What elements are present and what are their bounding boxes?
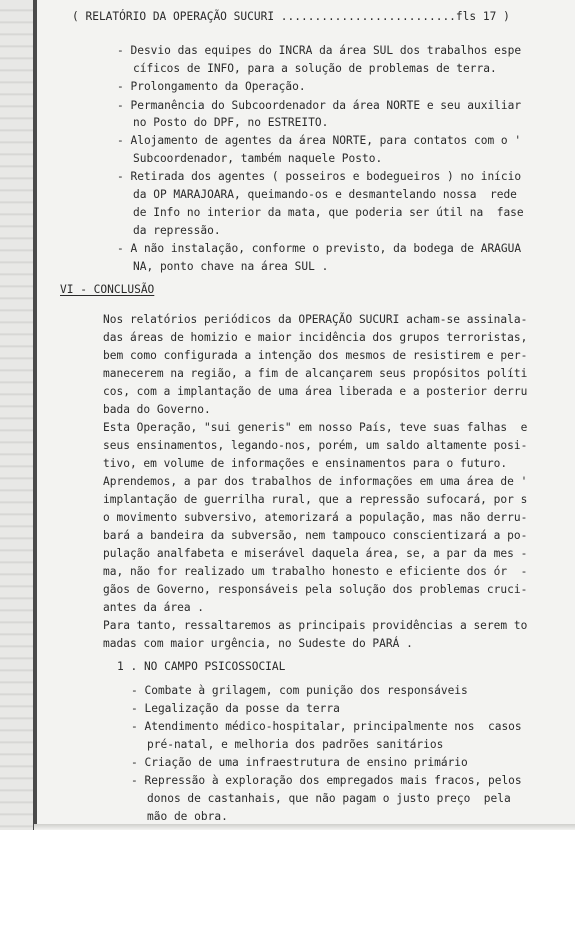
subsection-title: 1 . NO CAMPO PSICOSSOCIAL bbox=[117, 660, 286, 673]
paragraph-line: ma, não for realizado um trabalho honesto e eficiente dos ór - bbox=[103, 565, 528, 578]
paragraph-line: madas com maior urgência, no Sudeste do PARÁ . bbox=[103, 637, 413, 650]
paragraph-line: Nos relatórios periódicos da OPERAÇÃO SUCURI acham-se assinala- bbox=[103, 313, 528, 326]
paragraph-line: tivo, em volume de informações e ensinamentos para o futuro. bbox=[103, 457, 508, 470]
bullet-line: - Permanência do Subcoordenador da área NORTE e seu auxiliar bbox=[117, 99, 522, 112]
paragraph-line: seus ensinamentos, legando-nos, porém, um saldo altamente posi- bbox=[103, 439, 528, 452]
bullet-line: - Criação de uma infraestrutura de ensino primário bbox=[131, 756, 468, 769]
paragraph-line: Aprendemos, a par dos trabalhos de informações em uma área de ' bbox=[103, 475, 528, 488]
paragraph-line: Para tanto, ressaltaremos as principais providências a serem to bbox=[103, 619, 528, 632]
bullet-line: da repressão. bbox=[133, 224, 221, 237]
bullet-line: pré-natal, e melhoria dos padrões sanitários bbox=[147, 738, 444, 751]
page-bottom-edge bbox=[34, 824, 575, 830]
bullet-line: - Prolongamento da Operação. bbox=[117, 80, 306, 93]
bullet-line: Subcoordenador, também naquele Posto. bbox=[133, 152, 383, 165]
paragraph-line: bada do Governo. bbox=[103, 403, 211, 416]
section-title: VI - CONCLUSÃO bbox=[60, 283, 155, 296]
paragraph-line: implantação de guerrilha rural, que a repressão sufocará, por s bbox=[103, 493, 528, 506]
paragraph-line: das áreas de homizio e maior incidência dos grupos terroristas, bbox=[103, 331, 528, 344]
binding-edge bbox=[33, 0, 37, 830]
bullet-line: mão de obra. bbox=[147, 810, 228, 823]
bullet-line: - Repressão à exploração dos empregados mais fracos, pelos bbox=[131, 774, 522, 787]
bullet-line: - Desvio das equipes do INCRA da área SUL dos trabalhos espe bbox=[117, 44, 522, 57]
bullet-line: - A não instalação, conforme o previsto, da bodega de ARAGUA bbox=[117, 242, 522, 255]
bullet-line: no Posto do DPF, no ESTREITO. bbox=[133, 116, 329, 129]
bullet-line: NA, ponto chave na área SUL . bbox=[133, 260, 329, 273]
bullet-line: da OP MARAJOARA, queimando-os e desmantelando nossa rede bbox=[133, 188, 517, 201]
paragraph-line: antes da área . bbox=[103, 601, 205, 614]
paragraph-line: Esta Operação, "sui generis" em nosso País, teve suas falhas e bbox=[103, 421, 528, 434]
paragraph-line: cos, com a implantação de uma área liberada e a posterior derru bbox=[103, 385, 528, 398]
bullet-line: - Combate à grilagem, com punição dos responsáveis bbox=[131, 684, 468, 697]
paragraph-line: o movimento subversivo, atemorizará a população, mas não derru- bbox=[103, 511, 528, 524]
bullet-line: - Retirada dos agentes ( posseiros e bodegueiros ) no início bbox=[117, 170, 522, 183]
bullet-line: de Info no interior da mata, que poderia ser útil na fase bbox=[133, 206, 524, 219]
bullet-line: - Atendimento médico-hospitalar, principalmente nos casos bbox=[131, 720, 522, 733]
paragraph-line: bem como configurada a intenção dos mesmos de resistirem e per- bbox=[103, 349, 528, 362]
paragraph-line: manecerem na região, a fim de alcançarem seus propósitos políti bbox=[103, 367, 528, 380]
bullet-line: - Legalização da posse da terra bbox=[131, 702, 340, 715]
paragraph-line: gãos de Governo, responsáveis pela solução dos problemas cruci- bbox=[103, 583, 528, 596]
paragraph-line: bará a bandeira da subversão, nem tampouco conscientizará a po- bbox=[103, 529, 528, 542]
bullet-line: cíficos de INFO, para a solução de problemas de terra. bbox=[133, 62, 497, 75]
page-header: ( RELATÓRIO DA OPERAÇÃO SUCURI ..........................fls 17 ) bbox=[72, 10, 510, 23]
bullet-line: - Alojamento de agentes da área NORTE, para contatos com o ' bbox=[117, 134, 522, 147]
bullet-line: donos de castanhais, que não pagam o justo preço pela bbox=[147, 792, 511, 805]
paragraph-line: pulação analfabeta e miserável daquela área, se, a par da mes - bbox=[103, 547, 528, 560]
